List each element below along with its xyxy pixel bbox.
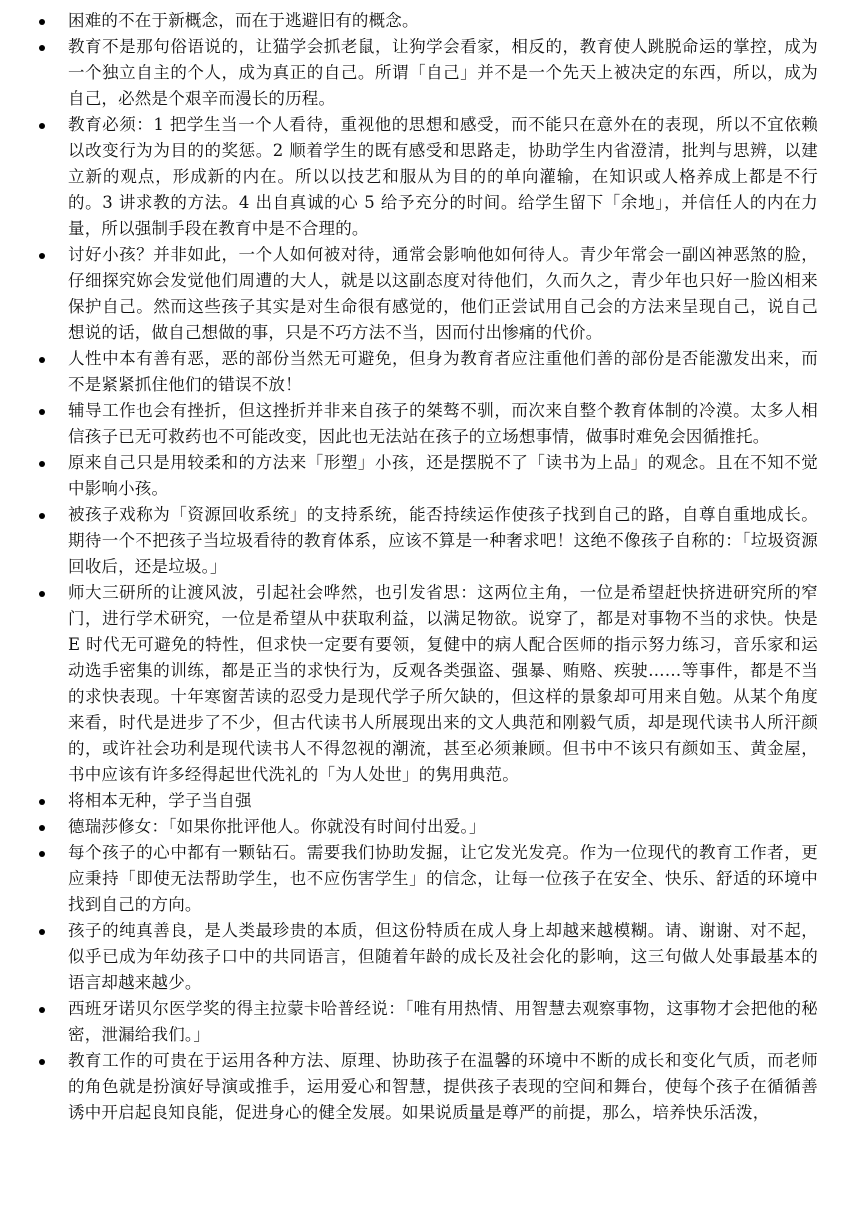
list-item-text: 每个孩子的心中都有一颗钻石。需要我们协助发掘，让它发光发亮。作为一位现代的教育工作者，更应秉持「即使无法帮助学生，也不应伤害学生」的信念，让每一位孩子在安全、快乐、舒适的环境中找到自己的方向。 (68, 843, 818, 914)
list-item (0, 502, 860, 580)
list-item-text: 教育工作的可贵在于运用各种方法、原理、协助孩子在温馨的环境中不断的成长和变化气质，而老师的角色就是扮演好导演或推手，运用爱心和智慧，提供孩子表现的空间和舞台，使每个孩子在循循善诱中开启起良知良能，促进身心的健全发展。如果说质量是尊严的前提，那么，培养快乐活泼， (68, 1051, 818, 1122)
bullet-icon (39, 591, 45, 597)
list-item-text: 德瑞莎修女：「如果你批评他人。你就没有时间付出爱。」 (68, 817, 486, 836)
list-item-text: 讨好小孩？并非如此，一个人如何被对待，通常会影响他如何待人。青少年常会一副凶神恶煞的脸，仔细探究妳会发觉他们周遭的大人，就是以这副态度对待他们，久而久之，青少年也只好一脸凶相来保护自己。然而这些孩子其实是对生命很有感觉的，他们正尝试用自己会的方法来呈现自己，说自己想说的话，做自己想做的事，只是不巧方法不当，因而付出惨痛的代价。 (68, 245, 818, 342)
bullet-icon (39, 851, 45, 857)
bullet-icon (39, 253, 45, 259)
list-item (0, 1048, 860, 1126)
list-item-text: 困难的不在于新概念，而在于逃避旧有的概念。 (68, 11, 419, 30)
list-item (0, 34, 860, 112)
list-item (0, 918, 860, 996)
bullet-icon (39, 19, 45, 25)
list-item (0, 398, 860, 450)
list-item-text: 辅导工作也会有挫折，但这挫折并非来自孩子的桀骜不驯，而次来自整个教育体制的冷漠。太多人相信孩子已无可救药也不可能改变，因此也无法站在孩子的立场想事情，做事时难免会因循推托。 (68, 401, 818, 446)
document-page (0, 8, 860, 1126)
list-item-text: 孩子的纯真善良，是人类最珍贵的本质，但这份特质在成人身上却越来越模糊。请、谢谢、对不起，似乎已成为年幼孩子口中的共同语言，但随着年龄的成长及社会化的影响，这三句做人处事最基本的语言却越来越少。 (68, 921, 818, 992)
list-item-text: 原来自己只是用较柔和的方法来「形塑」小孩，还是摆脱不了「读书为上品」的观念。且在不知不觉中影响小孩。 (68, 453, 818, 498)
list-item (0, 814, 860, 840)
list-item (0, 112, 860, 242)
list-item-text: 将相本无种，学子当自强 (68, 791, 252, 810)
list-item-text: 师大三研所的让渡风波，引起社会哗然，也引发省思：这两位主角，一位是希望赶快挤进研究所的窄门，进行学术研究，一位是希望从中获取利益，以满足物欲。说穿了，都是对事物不当的求快。快是 E 时代无可避免的特性，但求快一定要有要领，复健中的病人配合医师的指示努力练习，音乐家和运动选手密集的训练，都是正当的求快行为，反观各类强盗、强暴、贿赂、疾驶……等事件，都是不当的求快表现。十年寒窗苦读的忍受力是现代学子所欠缺的，但这样的景象却可用来自勉。从某个角度来看，时代是进步了不少，但古代读书人所展现出来的文人典范和刚毅气质，却是现代读书人所汗颜的，或许社会功利是现代读书人不得忽视的潮流，甚至必须兼顾。但书中不该只有颜如玉、黄金屋，书中应该有许多经得起世代洗礼的「为人处世」的隽用典范。 (68, 583, 818, 784)
bullet-icon (39, 1059, 45, 1065)
list-item-text: 人性中本有善有恶，恶的部份当然无可避免，但身为教育者应注重他们善的部份是否能激发出来，而不是紧紧抓住他们的错误不放！ (68, 349, 818, 394)
list-item-text: 西班牙诺贝尔医学奖的得主拉蒙卡哈普经说：「唯有用热情、用智慧去观察事物，这事物才会把他的秘密，泄漏给我们。」 (68, 999, 818, 1044)
bullet-icon (39, 123, 45, 129)
bullet-icon (39, 409, 45, 415)
list-item (0, 450, 860, 502)
list-item-text: 被孩子戏称为「资源回收系统」的支持系统，能否持续运作使孩子找到自己的路，自尊自重地成长。期待一个不把孩子当垃圾看待的教育体系，应该不算是一种奢求吧！这绝不像孩子自称的：「垃圾资源回收后，还是垃圾。」 (68, 505, 818, 576)
list-item-text: 教育不是那句俗语说的，让猫学会抓老鼠，让狗学会看家，相反的，教育使人跳脱命运的掌控，成为一个独立自主的个人，成为真正的自己。所谓「自己」并不是一个先天上被决定的东西，所以，成为自己，必然是个艰辛而漫长的历程。 (68, 37, 818, 108)
list-item (0, 788, 860, 814)
list-item (0, 580, 860, 788)
bullet-icon (39, 357, 45, 363)
bullet-icon (39, 825, 45, 831)
bullet-icon (39, 45, 45, 51)
bullet-icon (39, 461, 45, 467)
list-item-text: 教育必须：1 把学生当一个人看待，重视他的思想和感受，而不能只在意外在的表现，所以不宜依赖以改变行为为目的的奖惩。2 顺着学生的既有感受和思路走，协助学生内省澄清，批判与思辨，以建立新的观点，形成新的内在。所以以技艺和服从为目的的单向灌输，在知识或人格养成上都是不行的。3 讲求教的方法。4 出自真诚的心 5 给予充分的时间。给学生留下「余地」，并信任人的内在力量，所以强制手段在教育中是不合理的。 (68, 115, 818, 238)
bullet-icon (39, 513, 45, 519)
bullet-icon (39, 929, 45, 935)
bullet-icon (39, 1007, 45, 1013)
quote-list (0, 8, 860, 1126)
list-item (0, 996, 860, 1048)
bullet-icon (39, 799, 45, 805)
list-item (0, 346, 860, 398)
list-item (0, 242, 860, 346)
list-item (0, 840, 860, 918)
list-item (0, 8, 860, 34)
